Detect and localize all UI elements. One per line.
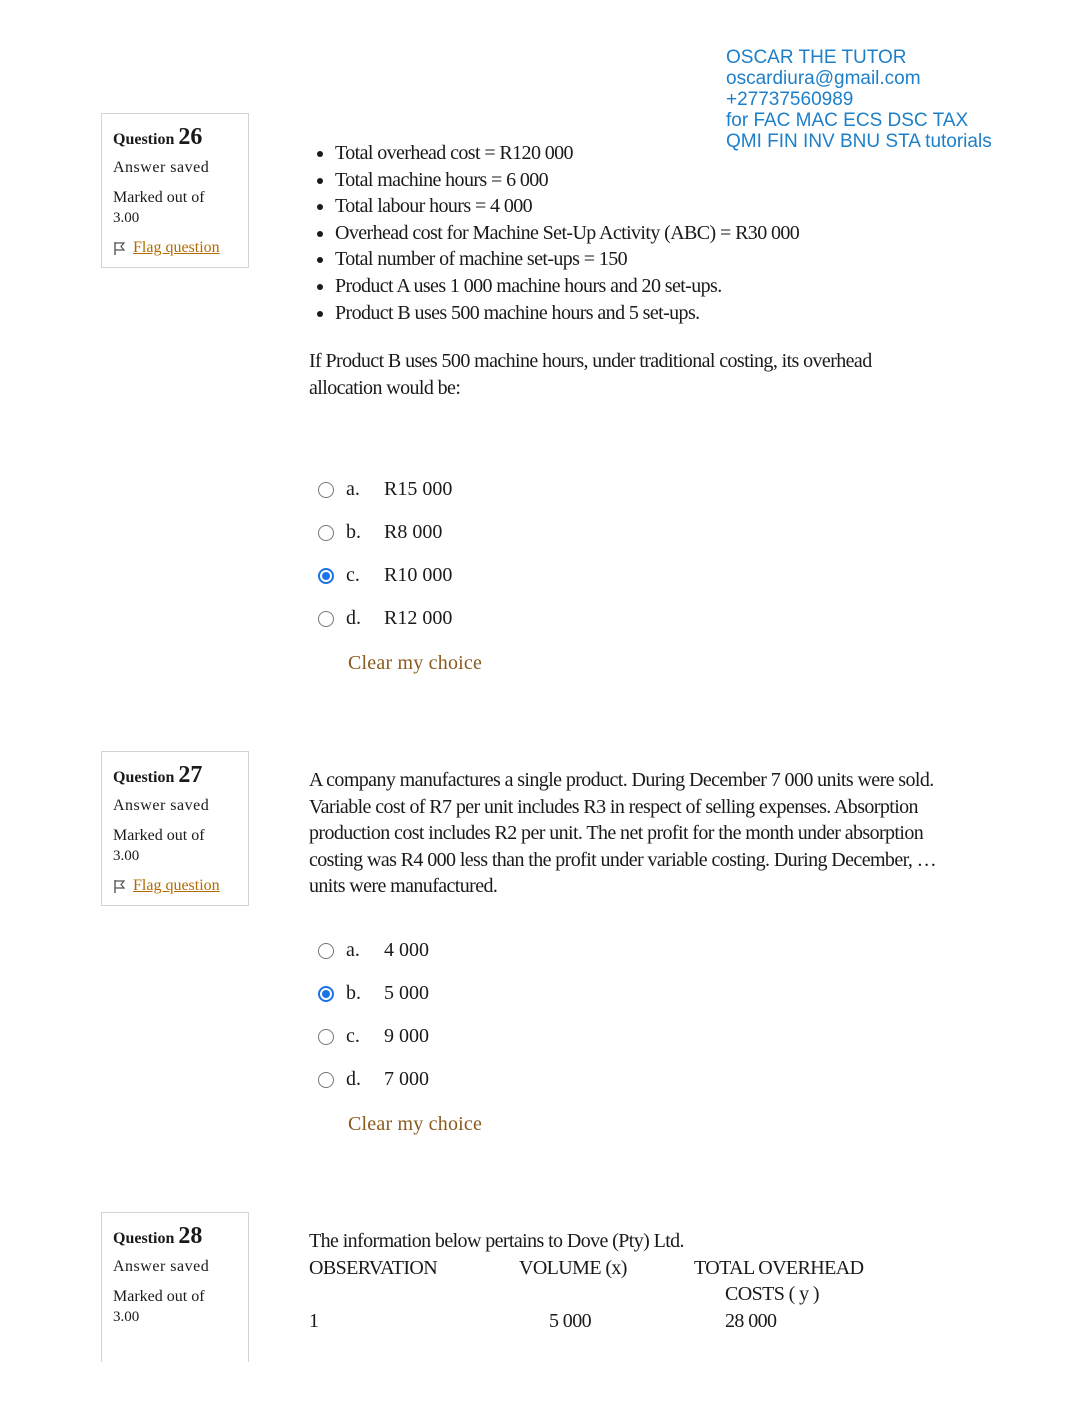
question-text-28 bbox=[309, 1228, 969, 1334]
question-label: Question bbox=[113, 769, 175, 786]
list-item: • Overhead cost for Machine Set-Up Activity (ABC) = R30 000 bbox=[335, 220, 969, 247]
radio-button-selected[interactable] bbox=[318, 568, 334, 584]
answer-option-a[interactable] bbox=[318, 468, 452, 511]
question-info-27 bbox=[101, 751, 249, 906]
question-number-value: 27 bbox=[178, 762, 203, 788]
question-prompt: A company manufactures a single product. During December 7 000 units were sold. Variable cost of R7 per unit includes R3 in respect of selling expenses. Absorption production cost includes R2 per unit. The net profit for the month under absorption costing was R4 000 less than the profit under variable costing. During December, … units were manufactured. bbox=[309, 769, 937, 898]
radio-button-selected[interactable] bbox=[318, 986, 334, 1002]
list-item: • Total overhead cost = R120 000 bbox=[335, 140, 969, 167]
question-prompt: The information below pertains to Dove (Pty) Ltd. bbox=[309, 1230, 684, 1252]
table-cell: 1 bbox=[309, 1309, 319, 1332]
question-number bbox=[113, 762, 238, 791]
grade-info bbox=[113, 825, 238, 867]
answer-option-d[interactable] bbox=[318, 1058, 429, 1101]
flag-question-link[interactable] bbox=[113, 877, 238, 895]
grade-label: Marked out of bbox=[113, 827, 205, 844]
question-number bbox=[113, 124, 238, 153]
option-letter: a. bbox=[346, 478, 360, 500]
question-number-value: 26 bbox=[178, 124, 203, 150]
option-text: 4 000 bbox=[384, 939, 429, 961]
list-item: • Total machine hours = 6 000 bbox=[335, 167, 969, 194]
option-letter: b. bbox=[346, 982, 361, 1004]
answer-option-d[interactable] bbox=[318, 597, 452, 640]
table-header-row bbox=[309, 1281, 969, 1308]
flag-question-link[interactable] bbox=[113, 239, 238, 257]
table-header: OBSERVATION bbox=[309, 1256, 438, 1279]
answer-option-c[interactable] bbox=[318, 554, 452, 597]
option-letter: d. bbox=[346, 607, 361, 629]
grade-info bbox=[113, 1286, 238, 1328]
clear-choice-link[interactable]: Clear my choice bbox=[348, 652, 483, 674]
tutor-watermark bbox=[726, 47, 992, 152]
flag-icon bbox=[113, 879, 127, 894]
answer-state: Answer saved bbox=[113, 797, 210, 814]
table-cell: 28 000 bbox=[725, 1309, 777, 1332]
table-row bbox=[309, 1308, 969, 1335]
table-cell: 5 000 bbox=[549, 1309, 592, 1332]
table-header: VOLUME (x) bbox=[519, 1256, 627, 1279]
question-label: Question bbox=[113, 131, 175, 148]
option-text: 7 000 bbox=[384, 1068, 429, 1090]
option-text: 9 000 bbox=[384, 1025, 429, 1047]
answer-state: Answer saved bbox=[113, 1258, 210, 1275]
question-number-value: 28 bbox=[178, 1223, 203, 1249]
table-header-row bbox=[309, 1255, 969, 1282]
answer-option-a[interactable] bbox=[318, 929, 429, 972]
option-text: R15 000 bbox=[384, 478, 453, 500]
answer-option-c[interactable] bbox=[318, 1015, 429, 1058]
table-header: COSTS ( y ) bbox=[725, 1283, 819, 1306]
radio-button[interactable] bbox=[318, 525, 334, 541]
list-item: • Product B uses 500 machine hours and 5 set-ups. bbox=[335, 300, 969, 327]
option-letter: c. bbox=[346, 1025, 360, 1047]
list-item: • Total labour hours = 4 000 bbox=[335, 193, 969, 220]
option-letter: d. bbox=[346, 1068, 361, 1090]
grade-value: 3.00 bbox=[113, 848, 140, 864]
table-header: TOTAL OVERHEAD bbox=[694, 1256, 864, 1279]
clear-choice-link[interactable]: Clear my choice bbox=[348, 1113, 483, 1135]
radio-button[interactable] bbox=[318, 482, 334, 498]
option-letter: c. bbox=[346, 564, 360, 586]
answer-options-26 bbox=[318, 468, 452, 640]
table-spacer bbox=[309, 1281, 725, 1308]
list-item: • Total number of machine set-ups = 150 bbox=[335, 246, 969, 273]
radio-button[interactable] bbox=[318, 611, 334, 627]
fact-list bbox=[309, 140, 969, 326]
question-text-27 bbox=[309, 767, 954, 900]
list-item: • Product A uses 1 000 machine hours and 20 set-ups. bbox=[335, 273, 969, 300]
grade-value: 3.00 bbox=[113, 1309, 140, 1325]
flag-question-label[interactable]: Flag question bbox=[133, 239, 220, 256]
radio-button[interactable] bbox=[318, 1029, 334, 1045]
answer-option-b[interactable] bbox=[318, 972, 429, 1015]
option-text: R10 000 bbox=[384, 564, 453, 586]
answer-option-b[interactable] bbox=[318, 511, 452, 554]
grade-value: 3.00 bbox=[113, 210, 140, 226]
grade-label: Marked out of bbox=[113, 1288, 205, 1305]
option-text: R8 000 bbox=[384, 521, 443, 543]
watermark-line: oscardiura@gmail.com bbox=[726, 68, 921, 89]
flag-question-label[interactable]: Flag question bbox=[133, 877, 220, 894]
radio-button[interactable] bbox=[318, 1072, 334, 1088]
question-info-28 bbox=[101, 1212, 249, 1362]
watermark-line: for FAC MAC ECS DSC TAX bbox=[726, 110, 969, 131]
grade-label: Marked out of bbox=[113, 189, 205, 206]
answer-state: Answer saved bbox=[113, 159, 210, 176]
watermark-line: QMI FIN INV BNU STA tutorials bbox=[726, 131, 992, 152]
question-label: Question bbox=[113, 1230, 175, 1247]
option-text: R12 000 bbox=[384, 607, 453, 629]
option-letter: a. bbox=[346, 939, 360, 961]
watermark-line: +27737560989 bbox=[726, 89, 854, 110]
question-number bbox=[113, 1223, 238, 1252]
question-info-26 bbox=[101, 113, 249, 268]
option-letter: b. bbox=[346, 521, 361, 543]
question-text-26 bbox=[309, 140, 969, 401]
flag-icon bbox=[113, 241, 127, 256]
answer-options-27 bbox=[318, 929, 429, 1101]
watermark-line: OSCAR THE TUTOR bbox=[726, 47, 907, 68]
option-text: 5 000 bbox=[384, 982, 429, 1004]
grade-info bbox=[113, 187, 238, 229]
radio-button[interactable] bbox=[318, 943, 334, 959]
question-prompt: If Product B uses 500 machine hours, under traditional costing, its overhead allocation would be: bbox=[309, 350, 872, 399]
